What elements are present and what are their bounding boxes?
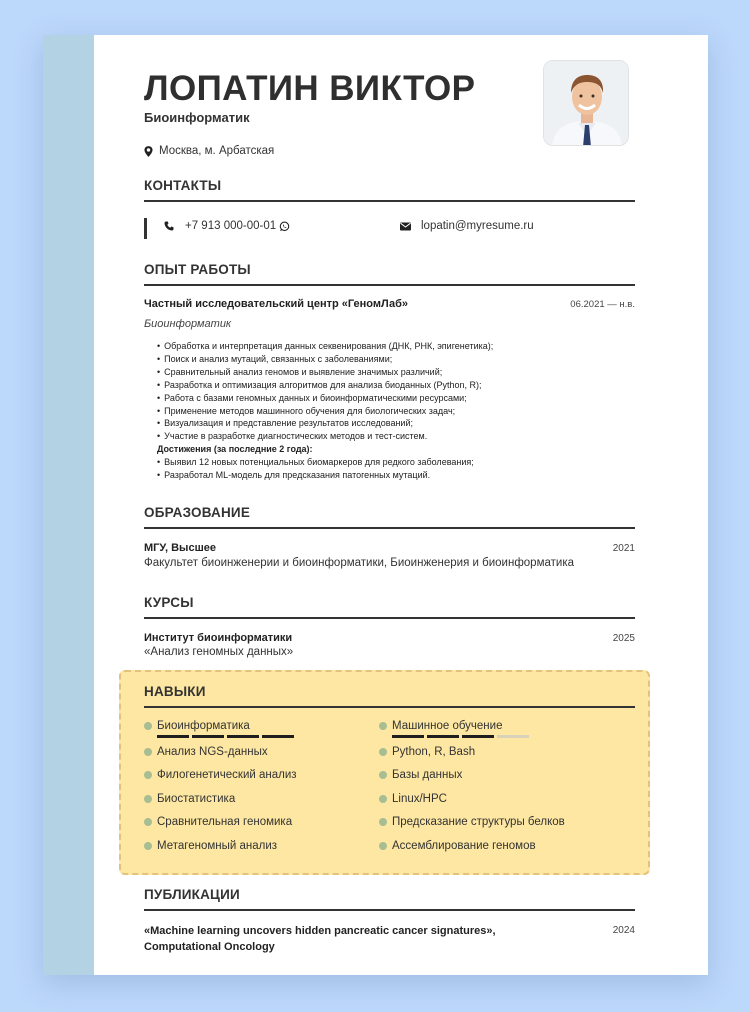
level-segment	[462, 735, 494, 738]
skills-divider	[144, 706, 635, 708]
skill-item	[144, 769, 297, 781]
skill-item	[379, 793, 447, 805]
skill-item	[144, 720, 250, 732]
courses-title: КУРСЫ	[144, 595, 194, 610]
achievements-title: Достижения (за последние 2 года):	[157, 444, 313, 454]
job-date: 06.2021 — н.в.	[570, 299, 635, 310]
map-pin-icon	[144, 146, 153, 157]
skill-label: Сравнительная геномика	[157, 816, 293, 828]
skill-item	[379, 816, 565, 828]
skills-title: НАВЫКИ	[144, 684, 206, 699]
skill-item	[144, 793, 235, 805]
publications-title: ПУБЛИКАЦИИ	[144, 887, 240, 902]
list-item: • Разработал ML-модель для предсказания патогенных мутаций.	[157, 469, 627, 482]
location-text: Москва, м. Арбатская	[159, 145, 275, 157]
phone-number: +7 913 000-00-01	[185, 220, 277, 232]
level-segment	[157, 735, 189, 738]
email-contact[interactable]	[400, 220, 534, 232]
location	[144, 145, 274, 157]
skill-label: Анализ NGS-данных	[157, 746, 268, 758]
skill-dot	[144, 771, 152, 779]
skill-level-machine-learning	[392, 735, 529, 738]
publication-year: 2024	[612, 925, 635, 936]
list-item: • Сравнительный анализ геномов и выявление значимых различий;	[157, 366, 627, 379]
list-item: • Визуализация и представление результатов исследований;	[157, 417, 627, 430]
education-title: ОБРАЗОВАНИЕ	[144, 505, 251, 520]
skill-dot	[144, 748, 152, 756]
level-segment	[227, 735, 259, 738]
phone-icon	[164, 221, 174, 231]
contacts-title: КОНТАКТЫ	[144, 178, 222, 193]
phone-contact[interactable]	[164, 220, 290, 232]
publication-title: «Machine learning uncovers hidden pancreatic cancer signatures», Computational Oncology	[144, 925, 496, 953]
level-segment	[497, 735, 529, 738]
skill-dot	[379, 748, 387, 756]
achievements-list	[157, 456, 627, 482]
skill-dot	[379, 818, 387, 826]
skill-item	[144, 816, 292, 828]
experience-title: ОПЫТ РАБОТЫ	[144, 262, 251, 277]
skill-dot	[379, 795, 387, 803]
job-position: Биоинформатик	[144, 318, 232, 330]
education-divider	[144, 527, 635, 529]
skill-item	[379, 840, 536, 852]
resume-page	[43, 35, 708, 975]
contacts-divider	[144, 200, 635, 202]
skill-dot	[379, 842, 387, 850]
skill-item	[144, 746, 268, 758]
profile-photo	[543, 60, 629, 146]
whatsapp-icon	[279, 221, 290, 232]
skill-item	[379, 746, 475, 758]
skill-item	[379, 769, 462, 781]
skill-dot	[379, 722, 387, 730]
list-item: • Выявил 12 новых потенциальных биомаркеров для редкого заболевания;	[157, 456, 627, 469]
candidate-role: Биоинформатик	[144, 110, 250, 125]
job-company: Частный исследовательский центр «ГеномЛаб»	[144, 298, 409, 310]
skill-label: Машинное обучение	[392, 720, 503, 732]
course-name: «Анализ геномных данных»	[144, 646, 294, 658]
contacts-accent-bar	[144, 218, 147, 239]
education-year: 2021	[612, 543, 635, 554]
list-item: • Работа с базами геномных данных и биоинформатическими ресурсами;	[157, 392, 627, 405]
skill-label: Linux/HPC	[392, 793, 447, 805]
level-segment	[427, 735, 459, 738]
education-details: Факультет биоинженерии и биоинформатики, Биоинженерия и биоинформатика	[144, 557, 574, 569]
skill-dot	[379, 771, 387, 779]
skill-label: Метагеномный анализ	[157, 840, 278, 852]
list-item: • Разработка и оптимизация алгоритмов для анализа биоданных (Python, R);	[157, 379, 627, 392]
email-address: lopatin@myresume.ru	[421, 220, 534, 232]
envelope-icon	[400, 222, 411, 231]
skill-dot	[144, 722, 152, 730]
skill-level-bioinformatics	[157, 735, 294, 738]
level-segment	[192, 735, 224, 738]
list-item: • Применение методов машинного обучения для биологических задач;	[157, 405, 627, 418]
list-item: • Поиск и анализ мутаций, связанных с заболеваниями;	[157, 353, 627, 366]
skill-item	[379, 720, 502, 732]
level-segment	[262, 735, 294, 738]
skill-label: Предсказание структуры белков	[392, 816, 565, 828]
job-duties	[157, 340, 627, 443]
skill-dot	[144, 795, 152, 803]
education-institution: МГУ, Высшее	[144, 542, 216, 554]
level-segment	[392, 735, 424, 738]
skill-dot	[144, 818, 152, 826]
experience-divider	[144, 284, 635, 286]
side-stripe	[43, 35, 94, 975]
skill-label: Python, R, Bash	[392, 746, 476, 758]
skill-label: Биоинформатика	[157, 720, 250, 732]
course-institution: Институт биоинформатики	[144, 632, 293, 644]
course-year: 2025	[612, 633, 635, 644]
list-item: • Обработка и интерпретация данных секвенирования (ДНК, РНК, эпигенетика);	[157, 340, 627, 353]
list-item: • Участие в разработке диагностических методов и тест-систем.	[157, 430, 627, 443]
publications-divider	[144, 909, 635, 911]
skill-label: Базы данных	[392, 769, 463, 781]
skill-dot	[144, 842, 152, 850]
candidate-name: ЛОПАТИН ВИКТОР	[144, 69, 476, 108]
skill-label: Биостатистика	[157, 793, 236, 805]
courses-divider	[144, 617, 635, 619]
skill-label: Ассемблирование геномов	[392, 840, 536, 852]
skill-label: Филогенетический анализ	[157, 769, 297, 781]
skill-item	[144, 840, 277, 852]
